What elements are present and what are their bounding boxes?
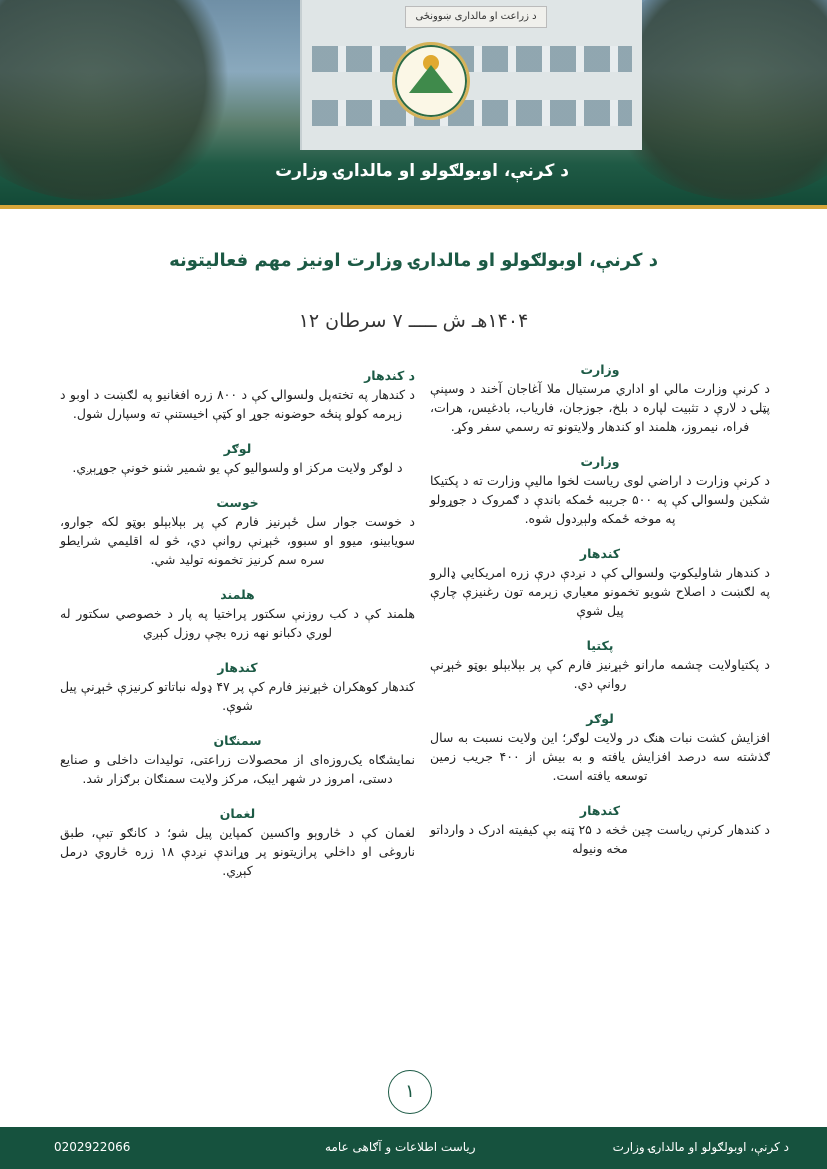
news-heading: سمنګان — [213, 733, 262, 748]
news-item — [430, 711, 770, 785]
news-item — [60, 806, 415, 880]
news-body: د خوست جوار سل ځېرنیز فارم کې پر بېلابېلو بوټو لکه جوارو، سویابینو، میوو او سبوو، څېړنې روانې دي، څو له اقلیمي شرایطو سره سم کرنيز تخمونه تولید شي. — [60, 514, 415, 567]
news-body: نمایشګاه یک‌روزه‌ای از محصولات زراعتی، تولیدات داخلی و صنایع دستی، امروز در شهر ایبک، مرکز ولایت سمنګان برګزار شد. — [60, 752, 415, 786]
header-title: د کرنې، اوبولګولو او مالدارۍ وزارت — [275, 161, 569, 181]
news-heading: لغمان — [219, 806, 256, 821]
news-body: د کندهار په تخته‌پل ولسوالۍ کې د ۸۰۰ زره افغانیو په لګښت د اوبو د زېرمه کولو پنځه حوضونه جوړ او کټې اخیستنې ته وسپارل شول. — [60, 387, 416, 421]
news-heading: کندهار — [579, 546, 621, 561]
page-title: د کرنې، اوبولګولو او مالدارۍ وزارت اونیز مهم فعالیتونه — [169, 250, 658, 271]
news-item — [430, 362, 770, 436]
news-heading: د کندهار — [364, 368, 415, 383]
news-item — [60, 587, 415, 642]
news-item — [430, 454, 770, 528]
news-body: د کرنې وزارت د اراضي لوی ریاست لخوا مالیې وزارت ته د پکتیکا شکین ولسوالۍ کې په ۵۰۰ جریبه ځمکه باندې د ګمروک د جوړولو په موخه ځمکه ولېږدول شوه. — [430, 473, 770, 526]
news-item — [60, 495, 415, 569]
page-date: ۱۴۰۴هـ ش ـــــ ۷ سرطان ۱۲ — [298, 310, 529, 332]
news-heading: لوګر — [223, 441, 252, 456]
footer-bar — [0, 1127, 827, 1169]
news-item — [60, 660, 415, 715]
news-heading: لوګر — [586, 711, 614, 726]
header-banner — [0, 0, 827, 205]
news-item — [60, 733, 415, 788]
footer-department: ریاست اطلاعات و آګاهی عامه — [325, 1140, 476, 1154]
news-item — [60, 441, 415, 477]
news-item — [430, 546, 770, 620]
footer-ministry: د کرنې، اوبولګولو او مالدارۍ وزارت — [612, 1140, 789, 1154]
news-heading: خوست — [216, 495, 259, 510]
news-body: د کندهار شاولیکوټ ولسوالۍ کې د نږدې درې زره امریکایي ډالرو په لګښت د اصلاح شویو تخمونو معیاري زېرمه تون رغنيزې چارې پیل شوې — [430, 565, 770, 618]
right-column — [430, 362, 770, 876]
news-heading: وزارت — [580, 454, 620, 469]
left-column — [60, 368, 415, 898]
news-heading: وزارت — [580, 362, 620, 377]
news-heading: هلمند — [220, 587, 255, 602]
news-body: د پکتیاولایت چشمه مارانو څېړنیز فارم کې پر بېلابېلو بوټو څېړنې روانې دي. — [430, 657, 770, 691]
building-sign: د زراعت او مالداری ښوونځی — [405, 6, 547, 28]
news-heading: کندهار — [579, 803, 621, 818]
news-item — [60, 368, 415, 423]
news-body: هلمند کې د کب روزنې سکتور پراختیا په پار د خصوصي سکتور له لوري دکبانو نهه زره بچې روزل کېږي — [60, 606, 415, 640]
footer-phone: 0202922066 — [54, 1140, 131, 1154]
page-number: ۱ — [388, 1070, 432, 1114]
news-body: افزایش کشت نبات هنګ در ولایت لوګر؛ این ولایت نسبت به سال ګذشته سه درصد افزایش یافته و به بیش از ۴۰۰ جریب زمین توسعه یافته است. — [430, 730, 770, 783]
news-body: لغمان کې د څاروېو واکسین کمپاین پیل شو؛ د کانګو تبې، طبق ناروغی او داخلي پرازیتونو پر وړاندې نږدې ۱۸ زره څاروي درمل کېږي. — [60, 825, 416, 878]
tree-image — [0, 0, 240, 200]
news-heading: کندهار — [217, 660, 258, 675]
news-item — [430, 638, 770, 693]
header-divider — [0, 205, 827, 209]
news-heading: پکتیا — [586, 638, 614, 653]
news-body: د کندهار کرنې ریاست چین څخه د ۲۵ ټنه بې کیفیته ادرک د وارداتو مخه ونیوله — [430, 822, 770, 856]
news-body: د لوګر ولایت مرکز او ولسوالیو کې یو شمیر شنو خونې جوړېږي. — [72, 460, 403, 475]
news-body: کندهار کوهکران څېړنیز فارم کې پر ۴۷ ډوله نباتاتو کرنيزې څېړنې پیل شوې. — [60, 679, 415, 713]
news-item — [430, 803, 770, 858]
news-body: د کرنې وزارت مالي او اداري مرستیال ملا آغاجان آخند د وسپنې پټلۍ د لارې د تثبیت لپاره د بلخ، جوزجان، فاریاب، بادغیس، هرات، فراه، نیمروز، هلمند او کندهار ولایتونو ته رسمي سفر وکړ. — [430, 381, 770, 434]
ministry-seal-icon — [392, 42, 470, 120]
